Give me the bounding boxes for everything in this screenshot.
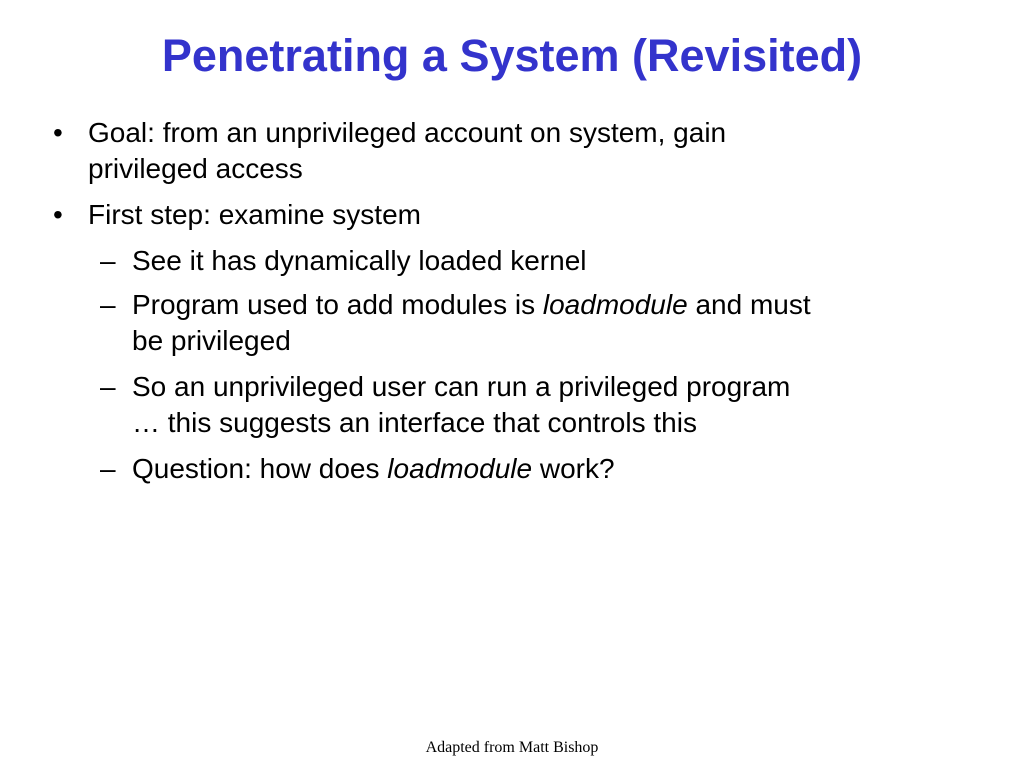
bullet-first-step bbox=[53, 197, 421, 233]
loadmodule-term: loadmodule bbox=[387, 453, 533, 484]
subbullet-loadmodule-program bbox=[100, 287, 811, 359]
bullet-marker: • bbox=[53, 117, 63, 148]
text-segment: work? bbox=[532, 453, 615, 484]
bullet-goal-line-1: Goal: from an unprivileged account on system, gain bbox=[88, 117, 727, 148]
text-segment: Question: how does bbox=[132, 453, 388, 484]
dash-marker: – bbox=[100, 289, 116, 320]
subbullet-unprivileged-user bbox=[100, 369, 791, 441]
subbullet-loadmodule-program-line-2: be privileged bbox=[132, 325, 291, 356]
slide-title: Penetrating a System (Revisited) bbox=[161, 30, 863, 81]
subbullet-question-text bbox=[132, 451, 615, 487]
subbullet-dynamic-kernel-text: See it has dynamically loaded kernel bbox=[132, 245, 587, 276]
bullet-first-step-text: First step: examine system bbox=[88, 199, 421, 230]
subbullet-unprivileged-user-line-2: … this suggests an interface that controls this bbox=[132, 407, 697, 438]
subbullet-dynamic-kernel bbox=[100, 243, 587, 279]
text-segment: Program used to add modules is bbox=[132, 289, 543, 320]
dash-marker: – bbox=[100, 371, 116, 402]
dash-marker: – bbox=[100, 453, 116, 484]
subbullet-question bbox=[100, 451, 615, 487]
subbullet-loadmodule-program-line-1 bbox=[132, 287, 811, 323]
text-segment: and must bbox=[687, 289, 811, 320]
subbullet-unprivileged-user-line-1: So an unprivileged user can run a privileged program bbox=[132, 371, 791, 402]
loadmodule-term: loadmodule bbox=[542, 289, 688, 320]
bullet-goal-line-2: privileged access bbox=[88, 153, 303, 184]
bullet-marker: • bbox=[53, 199, 63, 230]
bullet-goal bbox=[53, 115, 727, 187]
dash-marker: – bbox=[100, 245, 116, 276]
footer-credit: Adapted from Matt Bishop bbox=[425, 739, 599, 756]
